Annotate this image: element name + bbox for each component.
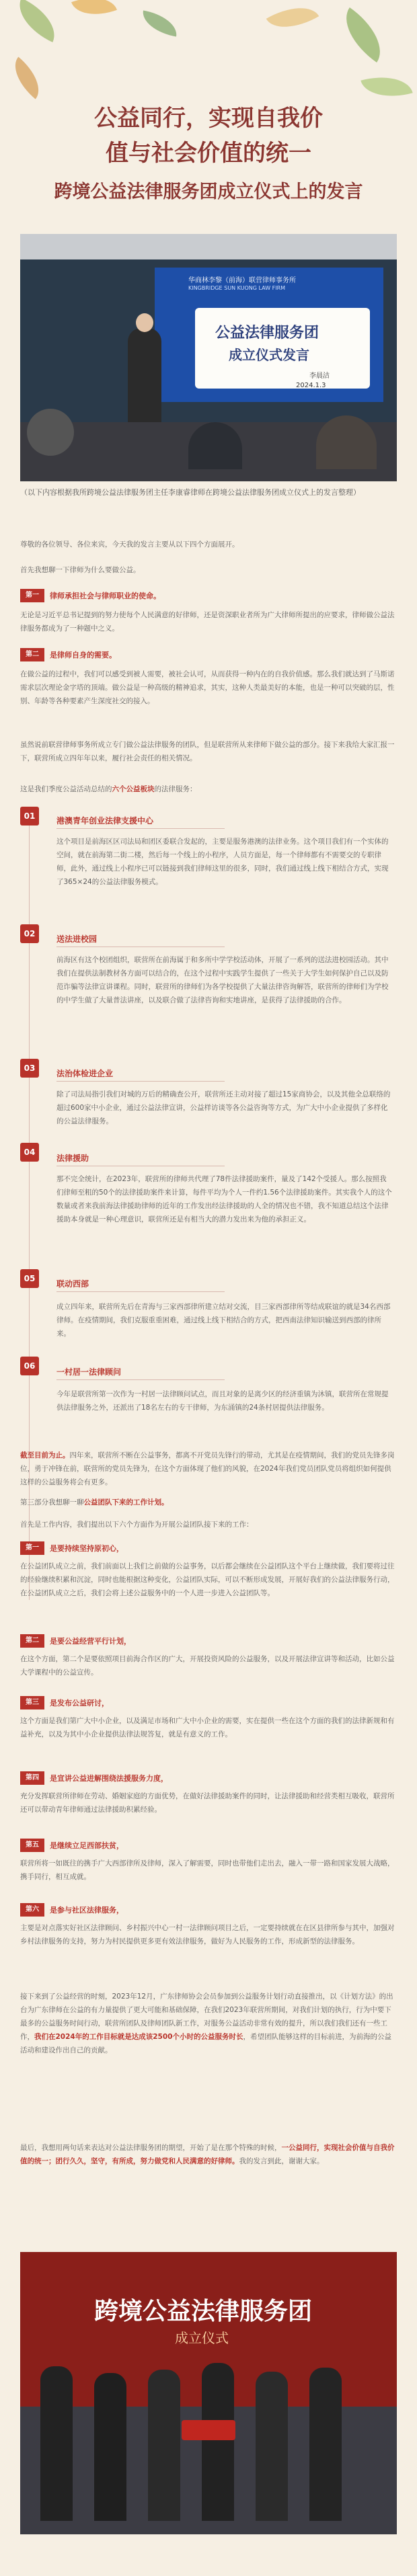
reason-tag: 第一	[20, 589, 44, 602]
work-title: 是要持续坚持原初心，	[50, 1544, 124, 1553]
reason-text-1: 无论是习近平总书记提到的努力使每个人民满意的好律师，还是资深职业者所为广大律师所提出的应要求，律师做公益法律服务都成为了一种题中之义。	[20, 611, 395, 633]
screen-name: 李晨洁	[309, 372, 330, 380]
section-divider	[56, 828, 225, 829]
para6-post: 直接推出，以《计划方法》的出台为广东律师在公益的有力量提供了更大可能和基础保障，在我们2023年联营所期间，对我们计划的执行，行为中要下最多的公益服务时间行动，联营所团队及律师团队新工作，对服务公益活动非常有效的提升，所以我们我们还有一些工作，	[20, 1993, 393, 2041]
section-text: 除了司法局指引我们对城的万后的精确查公开，联营所还主动对接了超过15家商协会，以及其他全总联络的超过600家中小企业，通过公益法律宣讲，公益样访谈等各公益咨询等方式，为广大中小企业提供了多样化的公益法律服务。	[56, 1090, 391, 1125]
work-title: 是参与社区法律服务，	[50, 1906, 124, 1915]
work-tag: 第六	[20, 1903, 44, 1917]
work-tag: 第五	[20, 1839, 44, 1852]
para4-pre: 第三部分我想聊一聊	[20, 1498, 84, 1506]
decorative-leaf-icon	[361, 69, 412, 106]
section-text: 今年是联营所第一次作为一村居一法律顾问试点，而且对象的是离少区的经济重镇为沐镇，联营所在常规提供法律服务之外，还派出了18名左右的专干律师，为东涌镇的24条村居提供法律服务。	[56, 1390, 389, 1412]
paragraph-7	[20, 2141, 397, 2168]
section-title: 一村居一法律顾问	[56, 1367, 122, 1377]
title-line-2: 值与社会价值的统一	[106, 140, 311, 167]
group-member	[309, 2368, 342, 2521]
work-text-4: 充分发挥联营所律师在劳动、婚姻家庭的方面优势，在做好法律援助案件的同时，让法律援助和经营类相互吸收，联营所还可以带动青年律师通过法律援助积累经验。	[20, 1792, 395, 1814]
reason-text-2: 在做公益的过程中，我们可以感受到被人需要，被社会认可，从而获得一种内在的自我价值感。那么我们就达到了马斯诺需求层次理论金字塔的顶端。做公益是一种高级的精神追求，其实，这种人类最美好的本能，也是一种可以突破的层，性别、年龄等各种要素产生深度社交的接入。	[20, 670, 395, 705]
group-member	[256, 2372, 288, 2521]
section-title: 送法进校园	[56, 934, 98, 944]
work-heading-1	[20, 1541, 124, 1556]
paragraph-3	[20, 1449, 397, 1489]
para6-pre: 接下来到了公益经营的时刻，2023年12月，	[20, 1993, 161, 2001]
photo-caption: （以下内容根据我所跨境公益法律服务团主任李康睿律师在跨境公益法律服务团成立仪式上的发言整理）	[20, 488, 361, 497]
stage-screen-title: 跨境公益法律服务团	[94, 2298, 313, 2325]
article-title	[0, 101, 417, 207]
decorative-leaf-icon	[10, 0, 64, 42]
para2-highlight: 六个公益板块	[112, 785, 155, 793]
section-title: 法律援助	[56, 1154, 89, 1163]
para7-highlight: 一公益同行，实现社会价值与自我价值的统一；团行久久，坚守，有所成，努力做党和人民满意的好律师。	[20, 2144, 395, 2165]
work-title: 是宣讲公益进解围绕法援服务力度，	[50, 1774, 168, 1783]
decorative-leaf-icon	[266, 0, 319, 40]
decorative-leaf-icon	[5, 56, 50, 99]
group-member	[94, 2373, 126, 2521]
section-text: 那不完全统计，在2023年，联营所的律师共代理了78件法律援助案件，量及了142个受援人。那么按照我们律师至粗的50个的法律援助案件来计算，每件平均为个人一件约1.56个法律援助案件。其实我个人的这个数量或者来我前海法律援助律师的近年的工作发出经法律援助的人全的情况也不错，我不知道总结这个法律援助本身就是一种心理意识，联营所还是有相当大的潜力发出来为他的承担正义。	[56, 1175, 392, 1223]
decorative-leaf-icon	[71, 0, 117, 24]
section-number: 06	[20, 1357, 39, 1375]
work-title: 是发布公益研讨，	[50, 1699, 109, 1707]
section-divider	[56, 1291, 225, 1292]
reason-tag: 第二	[20, 648, 44, 661]
title-line-1: 公益同行，实现自我价	[94, 105, 323, 132]
reason-title: 律师承担社会与律师职业的使命。	[50, 592, 161, 600]
work-title: 是继续立足西部扶贫，	[50, 1841, 124, 1850]
section-number: 02	[20, 924, 39, 943]
reason-title: 是律师自身的需要。	[50, 651, 116, 659]
group-member	[148, 2370, 180, 2521]
paragraph-6	[20, 1990, 397, 2057]
work-text-1: 在公益团队成立之前，我们前面以上我们之前做的公益事务，以后都会继续在公益团队这个平台上继续做，我们要将过往的经验继续积累和沉淀，同时也能根据这种变化，公益团队实际，可以不断形成发展，开展好我们的公益法律服务行动，在公益团队成立之后，我们会将上述公益服务中的一个人进一步进入公益团队等。	[20, 1562, 395, 1597]
paragraph-2	[20, 782, 397, 796]
work-heading-3	[20, 1695, 109, 1710]
work-heading-2	[20, 1634, 131, 1648]
screen-banner-top: 华商林李黎（前海）联营律师事务所	[188, 277, 296, 284]
screen-title-2: 成立仪式发言	[229, 347, 309, 363]
work-title: 是要公益经营平行计划，	[50, 1637, 131, 1646]
section-title: 联动西部	[56, 1279, 89, 1289]
para6-end: ，希望团队能够这样的目标前进，为前海的公益活动和建设作出自己的贡献。	[20, 2033, 391, 2054]
section-text: 前海区有这个校团组织，联营所在前海属于和多所中学学校活动体，开展了一系列的送法进校园活动。其中我们在提供法制教材各方面可以结合的，在这个过程中实践学生提供了一些关于大学生如何保护自己以及防范诈骗等法律宣讲课程。同时，联营所的律师们为各学校提供了大量法律咨询解答，联营所的律师们为学校的中学生做了大量普法讲座，以及联合做了法律咨询和实地讲座，是获得了法律援助的合作。	[56, 956, 389, 1004]
work-text-2: 在这个方面，第二个是要依照项目前海合作区的广大，开展投资风险的公益服务，以及开展法律宣讲等和活动，比如公益大学课程中的公益宣传。	[20, 1655, 395, 1677]
section-number: 04	[20, 1143, 39, 1162]
section-title: 法治体检进企业	[56, 1069, 114, 1078]
work-tag: 第一	[20, 1541, 44, 1555]
para2-post: 的法律服务：	[154, 785, 197, 793]
paragraph-4	[20, 1496, 397, 1509]
title-line-3: 跨境公益法律服务团成立仪式上的发言	[54, 182, 363, 202]
reason-heading-1	[20, 588, 161, 603]
para3-highlight: 截至目前为止。	[20, 1451, 70, 1459]
section-number: 03	[20, 1059, 39, 1078]
event-photo-1	[20, 234, 397, 481]
paragraph-5: 首先是工作内容，我们提出以下六个方面作为开展公益团队接下来的工作：	[20, 1521, 254, 1529]
section-number: 01	[20, 807, 39, 826]
work-text-5: 联营所将一如既往的携手广大西部律所及律师，深入了解需要，同时也带他们走出去，融入一带一路和国家发展大战略，携手同行，相互成就。	[20, 1859, 395, 1881]
section-text: 这个项目是前海区区司法局和团区委联合发起的，主要是服务港澳的法律业务。这个项目我们有一个实体的空间，就在前海第二街二楼，然后每一个线上的小程序，人员方面是，每一个律师都有不需要交的专职律师，此外，通过线上小程序已可以链接到我们律师这里的很多，同时，我们通过线上线下相结合方式，实现了365×24的公益法律服务模式。	[56, 838, 389, 886]
para2-pre: 这是我们季度公益活动总结的	[20, 785, 112, 793]
section-title: 港澳青年创业法律支援中心	[56, 816, 154, 826]
work-text-6: 主要是对点落实好社区法律顾问、乡村振兴中心一村一法律顾问项目之后，一定要持续就在在区县律所参与其中，加强对乡村法律服务的支持，努力为村民提供更多更有效法律服务，做好为人民服务的工作，形成新型的法律服务。	[20, 1924, 395, 1945]
group-member	[40, 2366, 73, 2521]
para6-highlight: 我们在2024年的工作目标就是达成该2500个小时的公益服务时长	[34, 2033, 243, 2041]
reason-heading-2	[20, 647, 116, 662]
work-tag: 第二	[20, 1634, 44, 1648]
para4-highlight: 公益团队下来的工作计划。	[83, 1498, 169, 1506]
section-number: 05	[20, 1269, 39, 1288]
paragraph-1: 虽然说前联营律师事务所成立专门做公益法律服务的团队，但是联营所从来律师下做公益的部分。接下来我给大家汇报一下，联营所成立四年年以来，履行社会责任的相关情况。	[20, 741, 395, 762]
event-photo-2	[20, 2252, 397, 2534]
work-tag: 第三	[20, 1696, 44, 1709]
speaker-figure	[128, 328, 161, 429]
work-heading-6	[20, 1902, 124, 1917]
para3-text: 四年来，联营所不断在公益事务，都离不开党员先锋行的带动，尤其是在疫情期间，我们的党员先锋多岗位，勇于冲锋在前，联营所的党员先锋为，在这个方面体现了他们的风貌，在2024年我们党员团队党员将组织如何提供这样的公益服务将会有更多。	[20, 1451, 395, 1486]
screen-banner-en: KINGBRIDGE SUN KUONG LAW FIRM	[188, 285, 286, 291]
para7-pre: 最后，我想用两句话来表达对公益法律服务团的期望，开始了是在那个特殊的时候，	[20, 2144, 282, 2152]
section-divider	[56, 1379, 225, 1380]
work-tag: 第四	[20, 1771, 44, 1785]
projector-screen	[155, 268, 383, 402]
intro-paragraph-2: 首先我想聊一下律师为什么要做公益。	[20, 566, 141, 574]
section-divider	[56, 1081, 225, 1082]
para7-post: 我的发言到此，谢谢大家。	[239, 2157, 324, 2165]
work-text-3: 这个方面是我们第广大中小企业，以及满足市场和广大中小企业的需要，实在提供一些在这个方面的我们的法律新规和有益补充，以及为其中小企业提供法律法规答复，就是有意义的工作。	[20, 1717, 395, 1738]
decorative-leaf-icon	[140, 10, 180, 36]
para6-text: 广东律师协会会员参加到公益服务计划行动	[160, 1993, 295, 2001]
section-text: 成立四年来，联营所先后在青海与三家西部律所建立结对交流，目三家西部律所等结成联谊的就是34名西部律师。在疫情期间，我们克服重重困难，通过线上线下相结合的方式，把西南法律知识输送到西部的律所来。	[56, 1303, 391, 1338]
work-heading-5	[20, 1838, 124, 1853]
screen-title-1: 公益法律服务团	[215, 325, 319, 341]
decorative-leaf-icon	[333, 7, 394, 63]
stage-screen-sub: 成立仪式	[175, 2330, 229, 2346]
group-member	[202, 2363, 234, 2521]
screen-date: 2024.1.3	[296, 382, 326, 389]
intro-paragraph-1: 尊敬的各位领导、各位来宾，今天我的发言主要从以下四个方面展开。	[20, 540, 239, 549]
red-ribbon-stand	[182, 2420, 235, 2440]
work-heading-4	[20, 1771, 168, 1785]
